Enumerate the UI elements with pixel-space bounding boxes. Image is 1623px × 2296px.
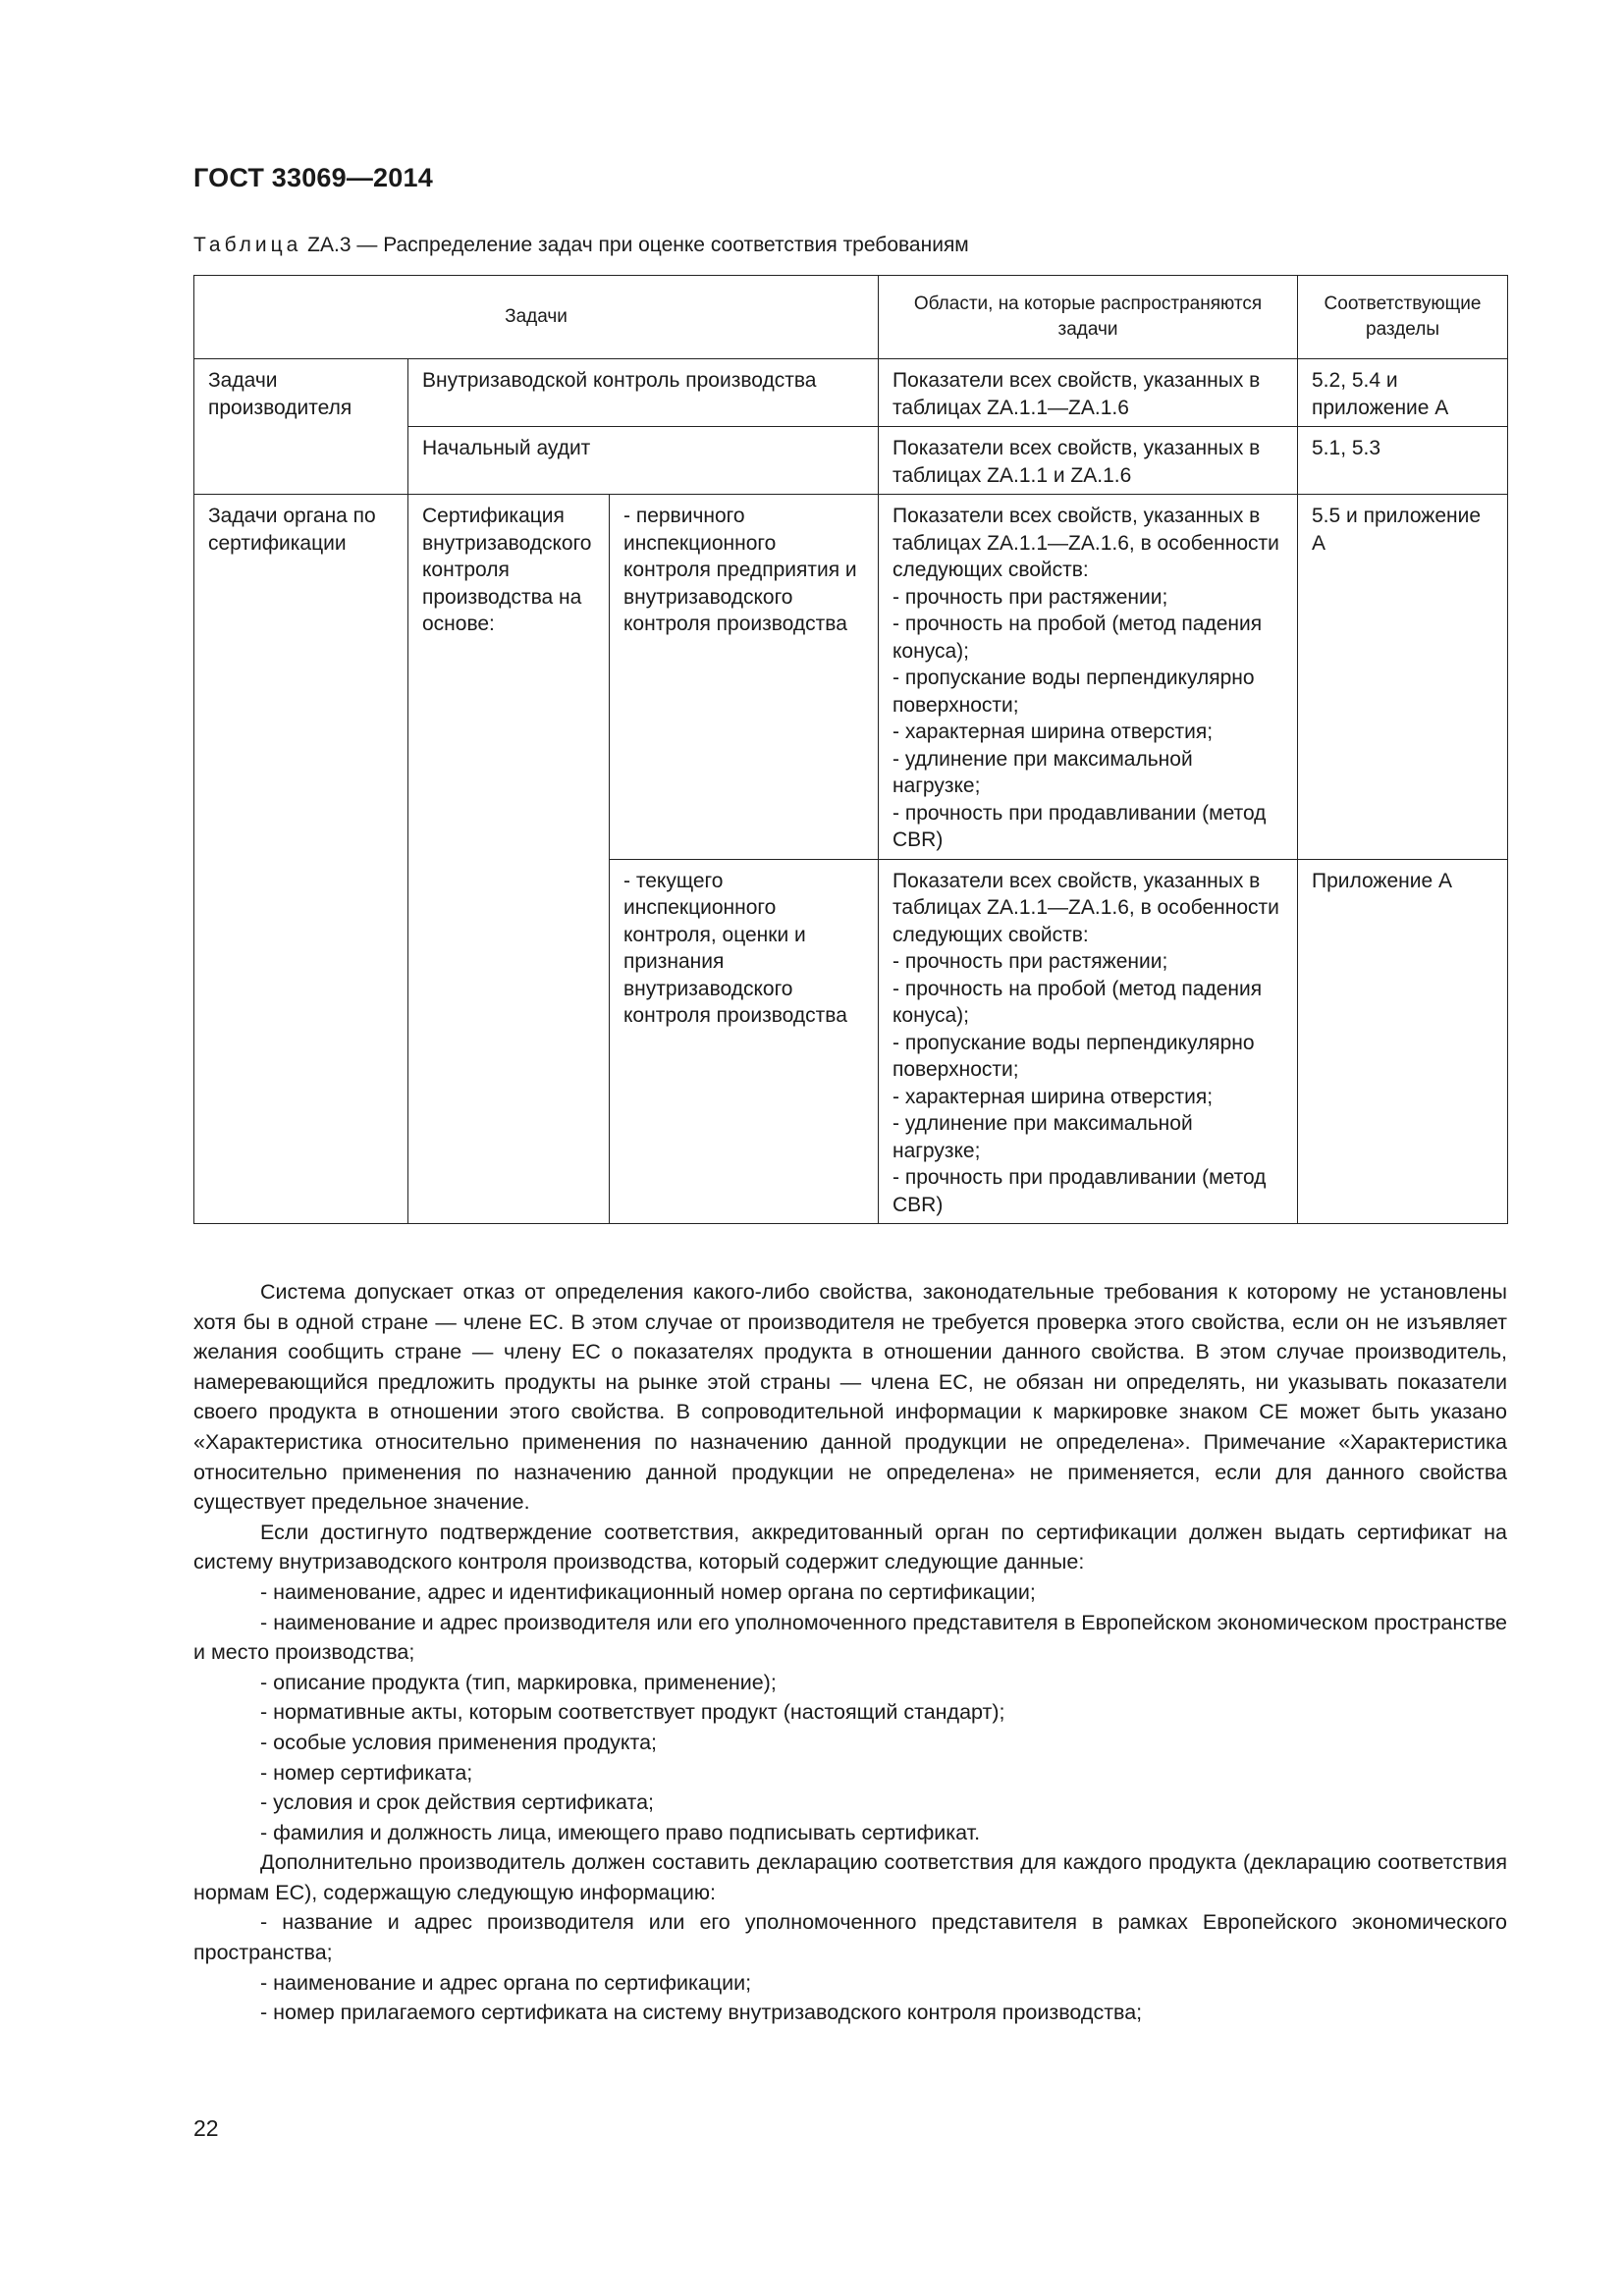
list-item: - наименование и адрес производителя или его уполномоченного представителя в Европейском экономическом пространстве и место производства;: [193, 1610, 1507, 1665]
task-cell: Внутризаводской контроль производства: [408, 359, 879, 427]
table-row: [194, 359, 1508, 427]
producer-tasks-cell: Задачи производителя: [194, 359, 408, 495]
list-item: - условия и срок действия сертификата;: [260, 1790, 655, 1815]
task-distribution-table: [193, 275, 1508, 1224]
area-cell: Показатели всех свойств, указанных в таблицах ZA.1.1—ZA.1.6: [879, 359, 1298, 427]
list-item: - нормативные акты, которым соответствует продукт (настоящий стандарт);: [260, 1700, 1005, 1725]
area-cell: [879, 859, 1298, 1224]
area-intro: Показатели всех свойств, указанных в таблицах ZA.1.1—ZA.1.6, в особенности следующих свойств:: [893, 505, 1279, 581]
property-item: - пропускание воды перпендикулярно поверхности;: [893, 1031, 1255, 1081]
header-sections: Соответствующие разделы: [1298, 276, 1508, 359]
table-row: [194, 495, 1508, 860]
property-item: - удлинение при максимальной нагрузке;: [893, 1112, 1193, 1162]
list-item: - фамилия и должность лица, имеющего право подписывать сертификат.: [260, 1820, 981, 1844]
paragraph: Если достигнуто подтверждение соответствия, аккредитованный орган по сертификации должен выдать сертификат на систему внутризаводского контроля производства, который содержит следующие данные:: [193, 1520, 1507, 1575]
sections-cell: 5.5 и приложение А: [1298, 495, 1508, 860]
document-code: ГОСТ 33069—2014: [193, 163, 433, 192]
list-item: - номер сертификата;: [260, 1760, 473, 1785]
area-cell: [879, 495, 1298, 860]
sections-cell: 5.1, 5.3: [1298, 427, 1508, 495]
property-item: - характерная ширина отверстия;: [893, 721, 1214, 743]
sections-cell: Приложение А: [1298, 859, 1508, 1224]
sections-cell: 5.2, 5.4 и приложение А: [1298, 359, 1508, 427]
header-areas: Области, на которые распространяются задачи: [879, 276, 1298, 359]
list-item: - название и адрес производителя или его уполномоченного представителя в рамках Европейского экономического пространства;: [193, 1910, 1507, 1965]
list-item: - описание продукта (тип, маркировка, применение);: [260, 1670, 777, 1694]
task-cell: Начальный аудит: [408, 427, 879, 495]
list-item: - особые условия применения продукта;: [260, 1730, 658, 1754]
property-item: - прочность при растяжении;: [893, 585, 1168, 609]
property-item: - прочность при продавливании (метод CBR): [893, 1166, 1267, 1216]
subtask-cell: - текущего инспекционного контроля, оценки и признания внутризаводского контроля производства: [610, 859, 879, 1224]
table-caption: [193, 234, 969, 257]
table-header-row: [194, 276, 1508, 359]
property-item: - пропускание воды перпендикулярно поверхности;: [893, 667, 1255, 717]
paragraph: Система допускает отказ от определения какого-либо свойства, законодательные требования к которому не установлены хотя бы в одной стране — члене ЕС. В этом случае от производителя не требуется проверка этого свойства, если он не изъявляет желания сообщить стране — члену ЕС о показателях продукта в отношении данного свойства. В этом случае производитель, намеревающийся предложить продукты на рынке этой страны — члена ЕС, не обязан ни определять, ни указывать показатели своего продукта в отношении этого свойства. В сопроводительной информации к маркировке знаком СЕ может быть указано «Характеристика относительно применения по назначению данной продукции не определена». Примечание «Характеристика относительно применения по назначению данной продукции не определена» не применяется, если для данного свойства существует предельное значение.: [193, 1280, 1507, 1515]
paragraph: Дополнительно производитель должен составить декларацию соответствия для каждого продукта (декларацию соответствия нормам ЕС), содержащую следующую информацию:: [193, 1850, 1507, 1904]
area-intro: Показатели всех свойств, указанных в таблицах ZA.1.1—ZA.1.6, в особенности следующих свойств:: [893, 869, 1279, 946]
list-item: - наименование и адрес органа по сертификации;: [260, 1970, 752, 1995]
subtask-cell: - первичного инспекционного контроля предприятия и внутризаводского контроля производства: [610, 495, 879, 860]
page-number: 22: [193, 2115, 219, 2141]
area-cell: Показатели всех свойств, указанных в таблицах ZA.1.1 и ZA.1.6: [879, 427, 1298, 495]
property-item: - прочность на пробой (метод падения конуса);: [893, 613, 1263, 663]
certification-basis-cell: Сертификация внутризаводского контроля производства на основе:: [408, 495, 610, 1224]
property-item: - прочность при растяжении;: [893, 950, 1168, 973]
certifier-tasks-cell: Задачи органа по сертификации: [194, 495, 408, 1224]
property-item: - характерная ширина отверстия;: [893, 1085, 1214, 1108]
table-caption-text: ZA.3 — Распределение задач при оценке соответствия требованиям: [301, 234, 969, 256]
list-item: - наименование, адрес и идентификационный номер органа по сертификации;: [260, 1579, 1036, 1604]
property-item: - прочность на пробой (метод падения конуса);: [893, 977, 1263, 1027]
body-text: [193, 1277, 1507, 2028]
table-caption-label: Таблица: [193, 234, 302, 256]
header-tasks: Задачи: [194, 276, 879, 359]
property-item: - удлинение при максимальной нагрузке;: [893, 747, 1193, 797]
property-item: - прочность при продавливании (метод CBR): [893, 801, 1267, 851]
list-item: - номер прилагаемого сертификата на систему внутризаводского контроля производства;: [260, 2001, 1143, 2025]
